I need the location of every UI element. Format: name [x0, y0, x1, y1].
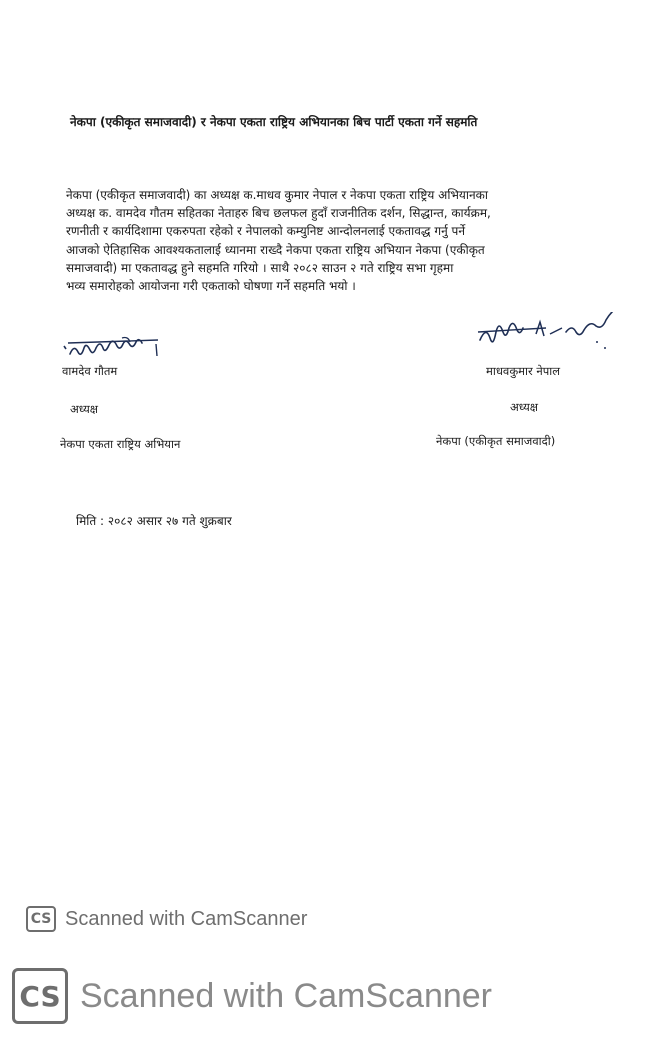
- watermark-text: Scanned with CamScanner: [80, 976, 493, 1015]
- document-body: [66, 186, 601, 295]
- right-signature: [476, 312, 634, 358]
- camscanner-watermark: [26, 906, 307, 932]
- body-line: रणनीती र कार्यदिशामा एकरुपता रहेको र नेपालको कम्युनिष्ट आन्दोलनलाई एकतावद्ध गर्नु पर्ने: [66, 224, 466, 239]
- body-line: नेकपा (एकीकृत समाजवादी) का अध्यक्ष क.माधव कुमार नेपाल र नेकपा एकता राष्ट्रिय अभियानका: [66, 188, 488, 202]
- camscanner-logo-icon: CS: [26, 906, 56, 932]
- camscanner-watermark-large: [12, 968, 492, 1024]
- body-line: आजको ऐतिहासिक आवश्यकतालाई ध्यानमा राख्दै नेकपा एकता राष्ट्रिय अभियान नेकपा (एकीकृत: [66, 242, 485, 257]
- left-signatory-name: वामदेव गौतम: [62, 364, 118, 378]
- camscanner-logo-icon: CS: [12, 968, 68, 1024]
- body-line: भव्य समारोहको आयोजना गरी एकताको घोषणा गर्ने सहमति भयो ।: [66, 279, 356, 294]
- document-date: मिति : २०८२ असार २७ गते शुक्रबार: [76, 514, 232, 528]
- body-line: समाजवादी) मा एकतावद्ध हुने सहमति गरियो । साथै २०८२ साउन २ गते राष्ट्रिय सभा गृहमा: [66, 260, 454, 275]
- left-signatory-organization: नेकपा एकता राष्ट्रिय अभियान: [60, 437, 181, 451]
- left-signature: [60, 336, 170, 366]
- right-signatory-name: माधवकुमार नेपाल: [486, 364, 561, 378]
- right-signatory-organization: नेकपा (एकीकृत समाजवादी): [436, 434, 556, 448]
- watermark-text: Scanned with CamScanner: [65, 907, 308, 930]
- document-title: नेकपा (एकीकृत समाजवादी) र नेकपा एकता राष्ट्रिय अभियानका बिच पार्टी एकता गर्ने सहमति: [70, 115, 478, 129]
- right-signatory-role: अध्यक्ष: [510, 400, 539, 414]
- left-signatory-role: अध्यक्ष: [70, 402, 99, 416]
- body-line: अध्यक्ष क. वामदेव गौतम सहितका नेताहरु बिच छलफल हुदाँ राजनीतिक दर्शन, सिद्धान्त, कार्यक्रम,: [66, 206, 491, 221]
